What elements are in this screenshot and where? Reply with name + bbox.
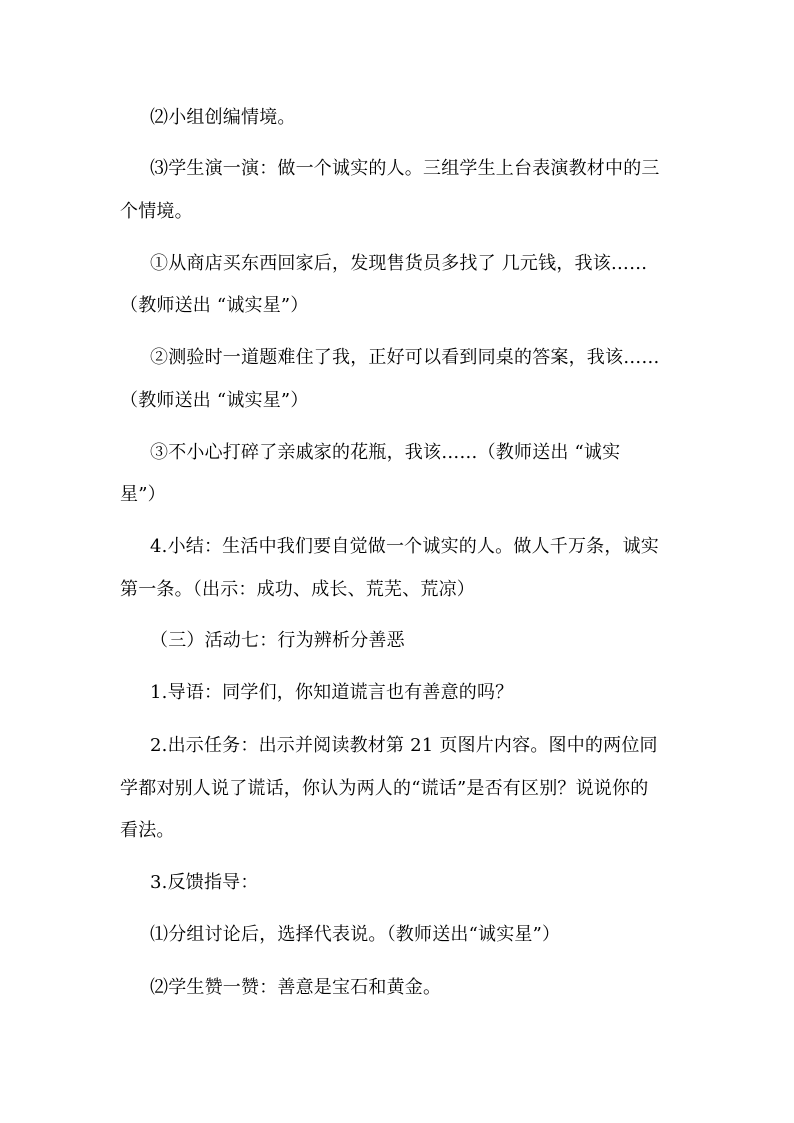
paragraph-line: ③不小心打碎了亲戚家的花瓶，我该……（教师送出 “诚实 bbox=[150, 442, 621, 463]
section-heading: （三）活动七：行为辨析分善恶 bbox=[150, 630, 405, 651]
paragraph-line: ⑶学生演一演：做一个诚实的人。三组学生上台表演教材中的三 bbox=[150, 158, 660, 179]
paragraph-line: 1.导语：同学们，你知道谎言也有善意的吗？ bbox=[150, 682, 514, 703]
paragraph-line: 4.小结：生活中我们要自觉做一个诚实的人。做人千万条，诚实 bbox=[150, 536, 659, 557]
paragraph-line: （教师送出 “诚实星”） bbox=[120, 295, 309, 316]
paragraph-line: ⑴分组讨论后，选择代表说。（教师送出“诚实星”） bbox=[150, 924, 561, 945]
paragraph-line: ⑵学生赞一赞：善意是宝石和黄金。 bbox=[150, 977, 442, 998]
paragraph-line: 个情境。 bbox=[120, 201, 193, 222]
paragraph-line: 学都对别人说了谎话，你认为两人的“谎话”是否有区别？说说你的 bbox=[120, 778, 649, 799]
paragraph-line: 第一条。（出示：成功、成长、荒芜、荒凉） bbox=[120, 579, 475, 600]
paragraph-line: 2.出示任务：出示并阅读教材第 21 页图片内容。图中的两位同 bbox=[150, 735, 658, 756]
paragraph-line: 看法。 bbox=[120, 820, 175, 841]
paragraph-line: ②测验时一道题难住了我，正好可以看到同桌的答案，我该…… bbox=[150, 347, 660, 368]
paragraph-line: ①从商店买东西回家后，发现售货员多找了 几元钱，我该…… bbox=[150, 253, 648, 274]
paragraph-line: ⑵小组创编情境。 bbox=[150, 107, 296, 128]
paragraph-line: 3.反馈指导： bbox=[150, 872, 259, 893]
paragraph-line: （教师送出 “诚实星”） bbox=[120, 390, 309, 411]
paragraph-line: 星”） bbox=[120, 484, 166, 505]
